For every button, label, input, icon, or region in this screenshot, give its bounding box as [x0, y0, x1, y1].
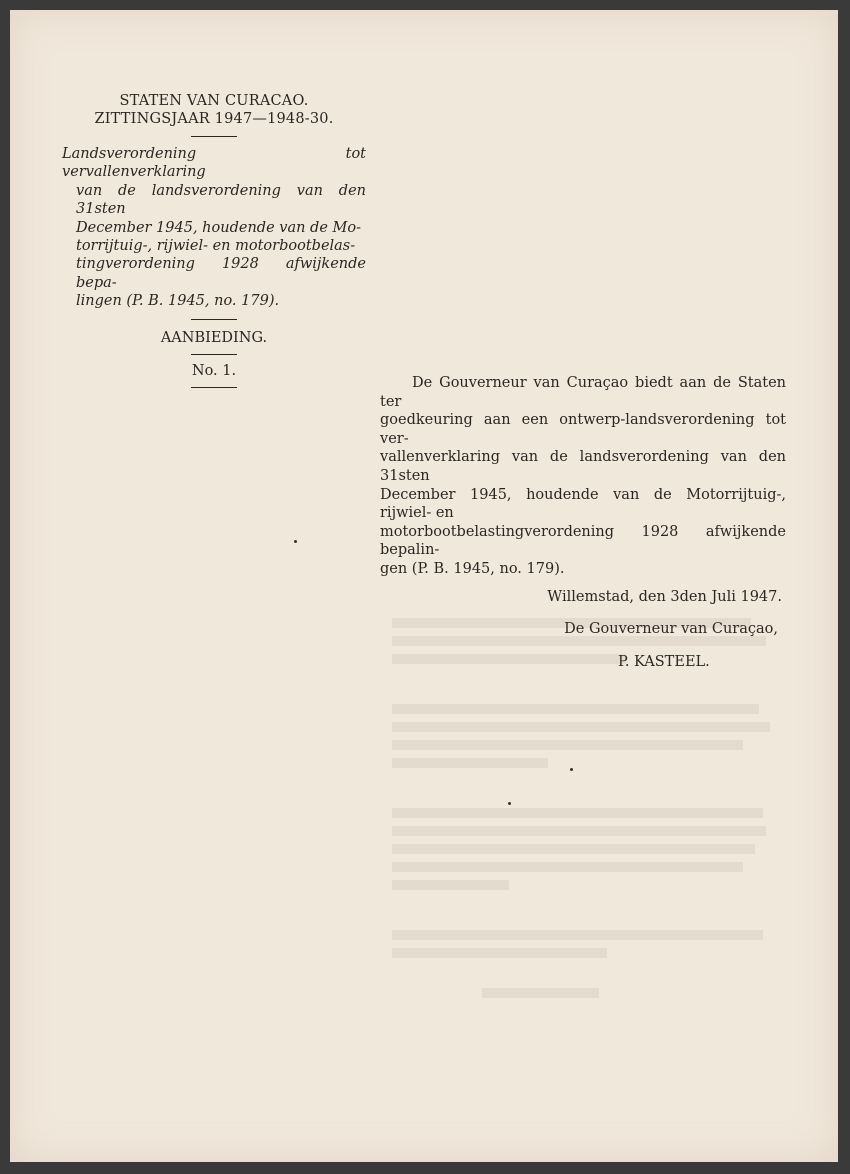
document-title: [62, 145, 366, 311]
body-line: gen (P. B. 1945, no. 179).: [380, 560, 565, 577]
document-page: [10, 10, 838, 1162]
divider: [191, 354, 237, 355]
title-line: van de landsverordening van den 31sten: [76, 182, 366, 218]
body-line: vallenverklaring van de landsverordening van den 31sten: [380, 449, 786, 484]
title-line: December 1945, houdende van de Mo-: [76, 219, 361, 236]
paper-speck: [294, 540, 297, 543]
body-text: [380, 374, 786, 579]
right-column: [380, 374, 786, 671]
body-line: goedkeuring aan een ontwerp-landsverordening tot ver-: [380, 412, 786, 447]
header-line-1: STATEN VAN CURACAO.: [119, 93, 309, 109]
divider: [191, 319, 237, 320]
paper-speck: [508, 802, 511, 805]
divider: [191, 387, 237, 388]
divider: [191, 136, 237, 137]
title-line: torrijtuig-, rijwiel- en motorbootbelas-: [76, 238, 356, 255]
signature-name: P. KASTEEL.: [618, 653, 710, 670]
header-line-2: ZITTINGSJAAR 1947—1948-30.: [94, 111, 334, 127]
title-line: lingen (P. B. 1945, no. 179).: [76, 293, 280, 310]
document-number: No. 1.: [191, 362, 237, 379]
body-line: De Gouverneur van Curaçao biedt aan de Staten ter: [380, 375, 786, 410]
aanbieding-heading: AANBIEDING.: [160, 329, 268, 346]
body-line: December 1945, houdende van de Motorrijtuig-, rijwiel- en: [380, 486, 786, 522]
title-line: tingverordening 1928 afwijkende bepa-: [76, 256, 366, 291]
body-line: motorbootbelastingverordening 1928 afwijkende bepalin-: [380, 523, 786, 559]
left-column: [60, 92, 368, 396]
place-date: Willemstad, den 3den Juli 1947.: [547, 588, 782, 605]
signature-title: De Gouverneur van Curaçao,: [564, 621, 778, 638]
paper-speck: [570, 768, 573, 771]
title-line: Landsverordening tot vervallenverklaring: [62, 146, 366, 181]
